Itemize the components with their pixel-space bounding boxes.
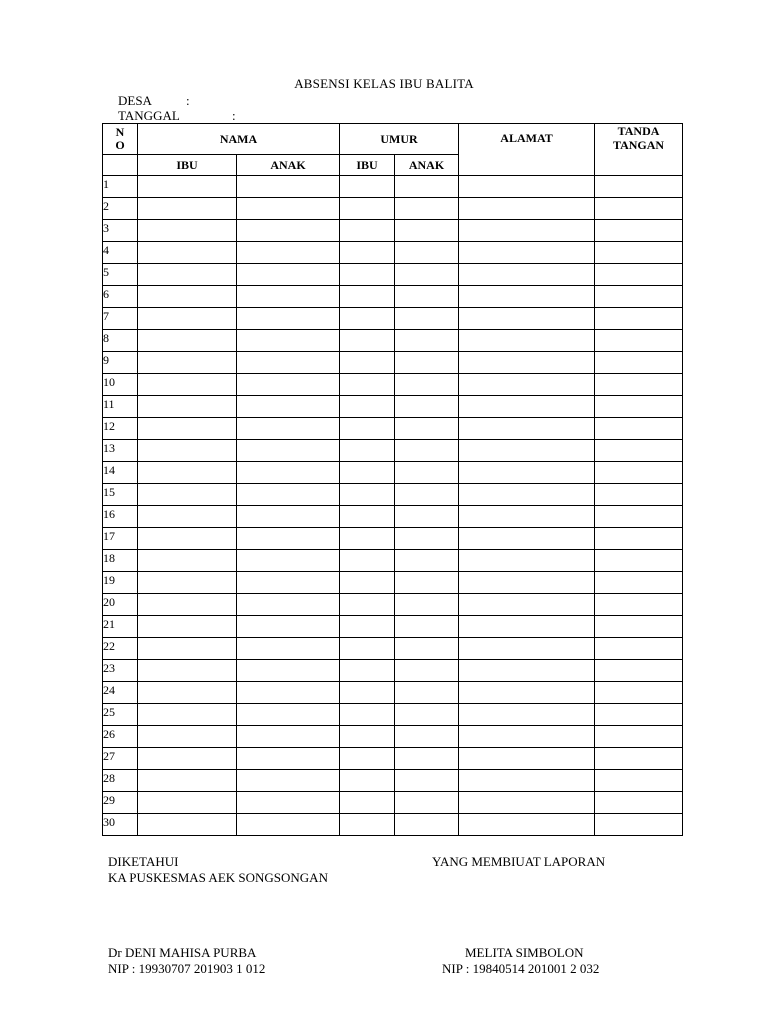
cell-umur-anak: [395, 770, 459, 792]
table-row: [103, 484, 683, 506]
cell-alamat: [459, 286, 595, 308]
row-number: 17: [103, 528, 138, 550]
cell-alamat: [459, 638, 595, 660]
cell-umur-anak: [395, 220, 459, 242]
row-number: 8: [103, 330, 138, 352]
cell-nama-ibu: [138, 682, 237, 704]
cell-nama-ibu: [138, 352, 237, 374]
row-number: 12: [103, 418, 138, 440]
cell-umur-anak: [395, 242, 459, 264]
cell-umur-ibu: [340, 440, 395, 462]
attendance-rows: [103, 176, 683, 836]
cell-umur-ibu: [340, 594, 395, 616]
header-alamat: ALAMAT: [459, 124, 595, 176]
cell-nama-ibu: [138, 660, 237, 682]
cell-umur-ibu: [340, 506, 395, 528]
table-row: [103, 528, 683, 550]
attendance-table: [102, 123, 683, 836]
desa-field: [118, 93, 190, 109]
table-row: [103, 770, 683, 792]
cell-nama-ibu: [138, 198, 237, 220]
table-row: [103, 638, 683, 660]
cell-umur-ibu: [340, 682, 395, 704]
cell-umur-anak: [395, 330, 459, 352]
row-number: 2: [103, 198, 138, 220]
cell-umur-ibu: [340, 484, 395, 506]
cell-tanda-tangan: [595, 748, 683, 770]
cell-nama-ibu: [138, 440, 237, 462]
table-row: [103, 286, 683, 308]
row-number: 29: [103, 792, 138, 814]
row-number: 21: [103, 616, 138, 638]
cell-nama-ibu: [138, 330, 237, 352]
table-row: [103, 440, 683, 462]
cell-umur-anak: [395, 528, 459, 550]
cell-nama-anak: [237, 616, 340, 638]
cell-alamat: [459, 726, 595, 748]
cell-nama-ibu: [138, 374, 237, 396]
table-row: [103, 594, 683, 616]
cell-nama-anak: [237, 572, 340, 594]
cell-nama-anak: [237, 176, 340, 198]
row-number: 11: [103, 396, 138, 418]
row-number: 16: [103, 506, 138, 528]
cell-tanda-tangan: [595, 484, 683, 506]
desa-colon: :: [186, 93, 190, 108]
row-number: 19: [103, 572, 138, 594]
header-nama-anak: ANAK: [237, 155, 340, 176]
cell-alamat: [459, 242, 595, 264]
desa-label: DESA: [118, 93, 152, 108]
header-umur-ibu: IBU: [340, 155, 395, 176]
table-row: [103, 616, 683, 638]
table-row: [103, 352, 683, 374]
cell-umur-anak: [395, 506, 459, 528]
footer-right-heading: [432, 854, 605, 870]
cell-tanda-tangan: [595, 198, 683, 220]
table-row: [103, 506, 683, 528]
row-number: 13: [103, 440, 138, 462]
cell-umur-ibu: [340, 770, 395, 792]
cell-nama-anak: [237, 220, 340, 242]
header-umur: UMUR: [340, 124, 459, 155]
cell-umur-anak: [395, 286, 459, 308]
cell-alamat: [459, 352, 595, 374]
row-number: 10: [103, 374, 138, 396]
table-row: [103, 176, 683, 198]
row-number: 1: [103, 176, 138, 198]
cell-umur-anak: [395, 572, 459, 594]
header-umur-anak: ANAK: [395, 155, 459, 176]
cell-tanda-tangan: [595, 264, 683, 286]
row-number: 23: [103, 660, 138, 682]
header-tanda-tangan: [595, 124, 683, 176]
cell-alamat: [459, 594, 595, 616]
tanggal-field: [118, 108, 236, 124]
cell-nama-anak: [237, 814, 340, 836]
cell-alamat: [459, 440, 595, 462]
cell-umur-anak: [395, 176, 459, 198]
table-row: [103, 396, 683, 418]
cell-nama-anak: [237, 726, 340, 748]
cell-nama-ibu: [138, 462, 237, 484]
cell-nama-anak: [237, 286, 340, 308]
cell-nama-ibu: [138, 726, 237, 748]
cell-umur-anak: [395, 594, 459, 616]
document-title: ABSENSI KELAS IBU BALITA: [294, 76, 474, 91]
cell-nama-anak: [237, 682, 340, 704]
cell-nama-anak: [237, 418, 340, 440]
cell-umur-ibu: [340, 374, 395, 396]
cell-nama-anak: [237, 440, 340, 462]
cell-umur-anak: [395, 814, 459, 836]
cell-umur-ibu: [340, 462, 395, 484]
cell-umur-ibu: [340, 176, 395, 198]
cell-nama-ibu: [138, 792, 237, 814]
cell-umur-ibu: [340, 638, 395, 660]
cell-tanda-tangan: [595, 814, 683, 836]
cell-alamat: [459, 814, 595, 836]
cell-nama-anak: [237, 528, 340, 550]
cell-umur-anak: [395, 682, 459, 704]
cell-nama-ibu: [138, 572, 237, 594]
cell-nama-anak: [237, 242, 340, 264]
header-no: [103, 124, 138, 155]
cell-umur-ibu: [340, 550, 395, 572]
cell-nama-anak: [237, 550, 340, 572]
cell-umur-ibu: [340, 242, 395, 264]
cell-tanda-tangan: [595, 242, 683, 264]
cell-nama-ibu: [138, 418, 237, 440]
cell-umur-ibu: [340, 748, 395, 770]
header-nama: NAMA: [138, 124, 340, 155]
cell-umur-ibu: [340, 528, 395, 550]
table-row: [103, 374, 683, 396]
cell-tanda-tangan: [595, 704, 683, 726]
cell-nama-anak: [237, 374, 340, 396]
cell-tanda-tangan: [595, 374, 683, 396]
cell-umur-anak: [395, 638, 459, 660]
cell-nama-anak: [237, 308, 340, 330]
cell-umur-ibu: [340, 308, 395, 330]
cell-nama-ibu: [138, 484, 237, 506]
cell-nama-anak: [237, 462, 340, 484]
cell-tanda-tangan: [595, 792, 683, 814]
cell-alamat: [459, 396, 595, 418]
cell-alamat: [459, 418, 595, 440]
cell-tanda-tangan: [595, 220, 683, 242]
cell-tanda-tangan: [595, 594, 683, 616]
cell-alamat: [459, 220, 595, 242]
cell-alamat: [459, 572, 595, 594]
row-number: 4: [103, 242, 138, 264]
cell-nama-anak: [237, 594, 340, 616]
header-no-sub: [103, 155, 138, 176]
cell-alamat: [459, 550, 595, 572]
header-nama-ibu: IBU: [138, 155, 237, 176]
cell-nama-ibu: [138, 528, 237, 550]
row-number: 15: [103, 484, 138, 506]
table-row: [103, 418, 683, 440]
cell-nama-anak: [237, 330, 340, 352]
cell-alamat: [459, 770, 595, 792]
cell-alamat: [459, 308, 595, 330]
cell-alamat: [459, 748, 595, 770]
cell-nama-ibu: [138, 594, 237, 616]
cell-nama-ibu: [138, 550, 237, 572]
header-no-line1: N: [115, 125, 125, 139]
cell-nama-anak: [237, 792, 340, 814]
footer-yang-membuat: YANG MEMBIUAT LAPORAN: [432, 854, 606, 869]
row-number: 6: [103, 286, 138, 308]
cell-alamat: [459, 506, 595, 528]
cell-nama-ibu: [138, 286, 237, 308]
cell-umur-anak: [395, 396, 459, 418]
cell-alamat: [459, 682, 595, 704]
cell-nama-ibu: [138, 242, 237, 264]
cell-umur-anak: [395, 462, 459, 484]
cell-tanda-tangan: [595, 616, 683, 638]
cell-tanda-tangan: [595, 638, 683, 660]
cell-alamat: [459, 616, 595, 638]
tanggal-label: TANGGAL: [118, 108, 180, 123]
cell-nama-anak: [237, 198, 340, 220]
cell-umur-ibu: [340, 792, 395, 814]
cell-nama-ibu: [138, 616, 237, 638]
cell-tanda-tangan: [595, 528, 683, 550]
cell-umur-ibu: [340, 418, 395, 440]
cell-nama-ibu: [138, 704, 237, 726]
cell-umur-ibu: [340, 704, 395, 726]
cell-nama-ibu: [138, 770, 237, 792]
cell-umur-ibu: [340, 286, 395, 308]
cell-alamat: [459, 704, 595, 726]
cell-umur-ibu: [340, 198, 395, 220]
row-number: 28: [103, 770, 138, 792]
row-number: 9: [103, 352, 138, 374]
cell-tanda-tangan: [595, 660, 683, 682]
table-row: [103, 792, 683, 814]
cell-alamat: [459, 528, 595, 550]
cell-tanda-tangan: [595, 330, 683, 352]
cell-umur-ibu: [340, 814, 395, 836]
cell-umur-anak: [395, 660, 459, 682]
cell-tanda-tangan: [595, 506, 683, 528]
cell-umur-anak: [395, 484, 459, 506]
table-row: [103, 242, 683, 264]
cell-umur-ibu: [340, 726, 395, 748]
cell-nama-ibu: [138, 396, 237, 418]
cell-umur-ibu: [340, 220, 395, 242]
footer-left-heading: [108, 854, 328, 886]
row-number: 18: [103, 550, 138, 572]
table-row: [103, 682, 683, 704]
cell-nama-ibu: [138, 176, 237, 198]
row-number: 25: [103, 704, 138, 726]
cell-umur-ibu: [340, 264, 395, 286]
cell-umur-ibu: [340, 330, 395, 352]
cell-alamat: [459, 792, 595, 814]
cell-nama-ibu: [138, 308, 237, 330]
cell-umur-anak: [395, 440, 459, 462]
cell-tanda-tangan: [595, 396, 683, 418]
cell-nama-anak: [237, 704, 340, 726]
cell-umur-anak: [395, 616, 459, 638]
cell-umur-ibu: [340, 660, 395, 682]
cell-umur-anak: [395, 704, 459, 726]
cell-umur-anak: [395, 352, 459, 374]
row-number: 30: [103, 814, 138, 836]
cell-tanda-tangan: [595, 352, 683, 374]
footer-diketahui: DIKETAHUI: [108, 854, 179, 869]
cell-alamat: [459, 198, 595, 220]
cell-umur-anak: [395, 792, 459, 814]
cell-nama-anak: [237, 264, 340, 286]
cell-umur-anak: [395, 198, 459, 220]
footer-ka-puskesmas: KA PUSKESMAS AEK SONGSONGAN: [108, 870, 328, 885]
table-row: [103, 264, 683, 286]
row-number: 22: [103, 638, 138, 660]
footer-right-signatory: [442, 945, 642, 977]
cell-nama-ibu: [138, 506, 237, 528]
cell-tanda-tangan: [595, 770, 683, 792]
cell-tanda-tangan: [595, 176, 683, 198]
cell-umur-ibu: [340, 352, 395, 374]
row-number: 27: [103, 748, 138, 770]
cell-umur-ibu: [340, 572, 395, 594]
footer-left-name: Dr DENI MAHISA PURBA: [108, 945, 257, 960]
cell-umur-anak: [395, 418, 459, 440]
table-row: [103, 220, 683, 242]
cell-nama-anak: [237, 396, 340, 418]
cell-umur-anak: [395, 748, 459, 770]
table-row: [103, 814, 683, 836]
cell-tanda-tangan: [595, 286, 683, 308]
cell-alamat: [459, 462, 595, 484]
row-number: 5: [103, 264, 138, 286]
header-tanda-line2: TANGAN: [612, 138, 665, 152]
table-row: [103, 462, 683, 484]
cell-tanda-tangan: [595, 682, 683, 704]
table-row: [103, 704, 683, 726]
row-number: 26: [103, 726, 138, 748]
cell-alamat: [459, 660, 595, 682]
cell-umur-ibu: [340, 396, 395, 418]
cell-tanda-tangan: [595, 440, 683, 462]
cell-nama-anak: [237, 484, 340, 506]
row-number: 20: [103, 594, 138, 616]
cell-umur-ibu: [340, 616, 395, 638]
cell-alamat: [459, 484, 595, 506]
cell-nama-ibu: [138, 220, 237, 242]
cell-umur-anak: [395, 264, 459, 286]
footer-left-nip: NIP : 19930707 201903 1 012: [108, 961, 266, 976]
cell-tanda-tangan: [595, 572, 683, 594]
tanggal-colon: :: [232, 108, 236, 123]
cell-alamat: [459, 176, 595, 198]
cell-tanda-tangan: [595, 418, 683, 440]
cell-umur-anak: [395, 726, 459, 748]
cell-umur-anak: [395, 550, 459, 572]
table-row: [103, 330, 683, 352]
header-tanda-line1: TANDA: [617, 124, 660, 138]
table-row: [103, 198, 683, 220]
row-number: 7: [103, 308, 138, 330]
cell-nama-ibu: [138, 638, 237, 660]
header-no-line2: O: [115, 138, 125, 152]
table-row: [103, 726, 683, 748]
cell-alamat: [459, 374, 595, 396]
cell-nama-ibu: [138, 264, 237, 286]
cell-tanda-tangan: [595, 550, 683, 572]
cell-nama-anak: [237, 638, 340, 660]
cell-nama-anak: [237, 660, 340, 682]
table-row: [103, 308, 683, 330]
row-number: 24: [103, 682, 138, 704]
cell-nama-anak: [237, 506, 340, 528]
cell-nama-anak: [237, 352, 340, 374]
row-number: 3: [103, 220, 138, 242]
cell-umur-anak: [395, 374, 459, 396]
cell-nama-anak: [237, 770, 340, 792]
cell-alamat: [459, 264, 595, 286]
cell-tanda-tangan: [595, 308, 683, 330]
cell-tanda-tangan: [595, 462, 683, 484]
footer-right-name: MELITA SIMBOLON: [465, 945, 584, 960]
table-row: [103, 660, 683, 682]
cell-umur-anak: [395, 308, 459, 330]
cell-tanda-tangan: [595, 726, 683, 748]
cell-alamat: [459, 330, 595, 352]
cell-nama-ibu: [138, 748, 237, 770]
cell-nama-anak: [237, 748, 340, 770]
cell-nama-ibu: [138, 814, 237, 836]
footer-right-nip: NIP : 19840514 201001 2 032: [442, 961, 600, 976]
row-number: 14: [103, 462, 138, 484]
table-row: [103, 572, 683, 594]
table-row: [103, 550, 683, 572]
table-row: [103, 748, 683, 770]
footer-left-signatory: [108, 945, 265, 977]
